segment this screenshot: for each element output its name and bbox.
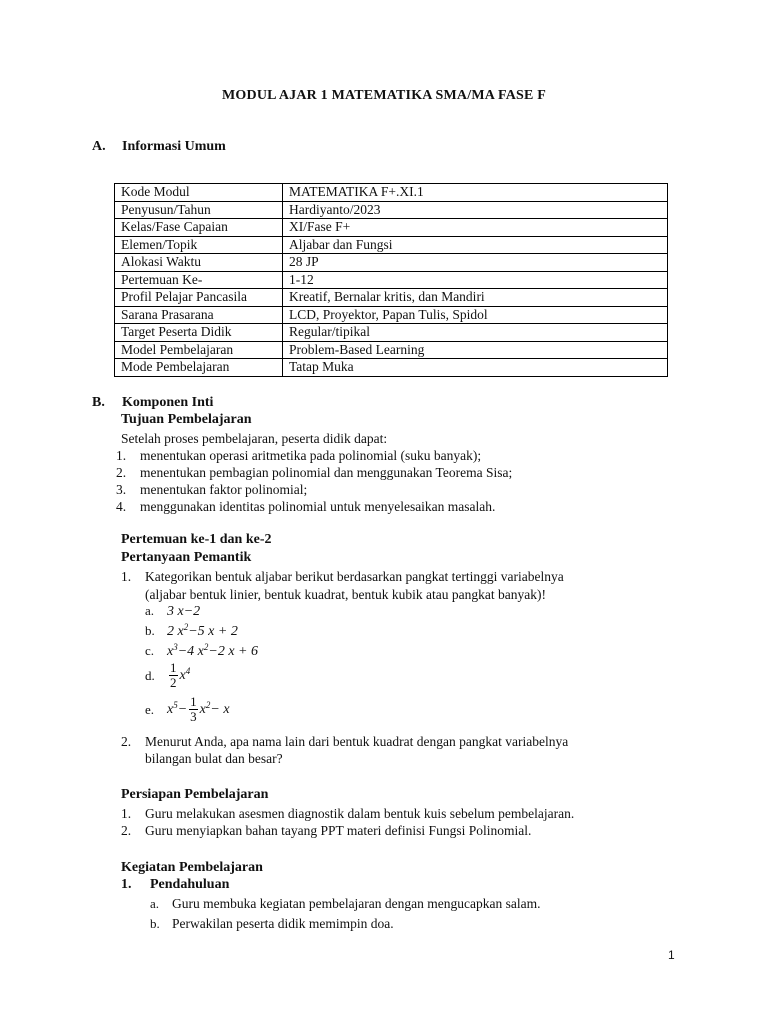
list-item: 4. menggunakan identitas polinomial untuk menyelesaikan masalah. [116,499,496,514]
table-value-cell: XI/Fase F+ [283,219,668,237]
table-key-cell: Target Peserta Didik [115,324,283,342]
table-key-cell: Sarana Prasarana [115,306,283,324]
pendahuluan-heading: 1. Pendahuluan [121,877,230,892]
table-key-cell: Penyusun/Tahun [115,201,283,219]
table-row [115,254,668,272]
list-item: 3. menentukan faktor polinomial; [116,482,308,497]
table-row [115,219,668,237]
question-2-cont: bilangan bulat dan besar? [145,751,283,766]
list-item: 2. menentukan pembagian polinomial dan menggunakan Teorema Sisa; [116,465,513,480]
table-value-cell: Kreatif, Bernalar kritis, dan Mandiri [283,289,668,307]
list-item: 1. Guru melakukan asesmen diagnostik dalam bentuk kuis sebelum pembelajaran. [121,806,575,821]
expression-c: $x^3-4$ $x^2-2$ x + 6 [167,642,258,659]
option-b: b. 2 $x^2-5$ x + 2 [145,622,238,639]
table-value-cell: 28 JP [283,254,668,272]
table-key-cell: Alokasi Waktu [115,254,283,272]
table-value-cell: Aljabar dan Fungsi [283,236,668,254]
expression-e: $x^5-$ $\frac{1}{3}$ $x^2- x$ [167,694,230,724]
section-b-letter: B. [92,395,105,410]
table-row [115,184,668,202]
list-item: b. Perwakilan peserta didik memimpin doa. [150,916,394,931]
table-key-cell: Kelas/Fase Capaian [115,219,283,237]
section-b-label: Komponen Inti [122,395,214,410]
page-number: 1 [668,948,675,962]
question-2: 2. Menurut Anda, apa nama lain dari bentuk kuadrat dengan pangkat variabelnya [121,734,569,749]
table-row [115,324,668,342]
table-value-cell: Problem-Based Learning [283,341,668,359]
persiapan-heading: Persiapan Pembelajaran [121,787,269,802]
table-value-cell: Hardiyanto/2023 [283,201,668,219]
kegiatan-heading: Kegiatan Pembelajaran [121,860,263,875]
pemantik-heading: Pertanyaan Pemantik [121,550,252,565]
table-value-cell: Regular/tipikal [283,324,668,342]
table-row [115,236,668,254]
expression-d: $\frac{1}{2}$ $x^4$ [170,660,191,690]
table-value-cell: MATEMATIKA F+.XI.1 [283,184,668,202]
info-table [114,183,668,377]
option-d: d. $\frac{1}{2}$ $x^4$ [145,660,191,690]
expression-a: 3 x−2 [167,604,201,619]
option-a: a. 3 x−2 [145,603,201,619]
table-row [115,271,668,289]
tujuan-intro: Setelah proses pembelajaran, peserta didik dapat: [121,431,388,446]
option-c: c. $x^3-4$ $x^2-2$ x + 6 [145,642,258,659]
table-key-cell: Profil Pelajar Pancasila [115,289,283,307]
pertemuan-heading: Pertemuan ke-1 dan ke-2 [121,532,272,547]
table-key-cell: Pertemuan Ke- [115,271,283,289]
table-key-cell: Elemen/Topik [115,236,283,254]
list-item: 2. Guru menyiapkan bahan tayang PPT materi definisi Fungsi Polinomial. [121,823,532,838]
section-a-letter: A. [92,139,106,154]
table-row [115,341,668,359]
list-item: a. Guru membuka kegiatan pembelajaran dengan mengucapkan salam. [150,896,541,911]
table-key-cell: Mode Pembelajaran [115,359,283,377]
table-value-cell: Tatap Muka [283,359,668,377]
table-row [115,289,668,307]
table-row [115,201,668,219]
list-item: 1. menentukan operasi aritmetika pada polinomial (suku banyak); [116,448,482,463]
section-a-label: Informasi Umum [122,139,226,154]
option-e: e. $x^5-$ $\frac{1}{3}$ $x^2- x$ [145,694,230,724]
page-title: MODUL AJAR 1 MATEMATIKA SMA/MA FASE F [222,88,546,103]
table-value-cell: LCD, Proyektor, Papan Tulis, Spidol [283,306,668,324]
tujuan-heading: Tujuan Pembelajaran [121,412,252,427]
table-key-cell: Model Pembelajaran [115,341,283,359]
table-key-cell: Kode Modul [115,184,283,202]
expression-b: 2 $x^2-5$ x + 2 [167,622,238,639]
table-value-cell: 1-12 [283,271,668,289]
section-b-heading [92,395,213,411]
table-row [115,359,668,377]
section-a-heading [92,139,226,155]
question-1-cont: (aljabar bentuk linier, bentuk kuadrat, bentuk kubik atau pangkat banyak)! [145,587,546,602]
question-1: 1. Kategorikan bentuk aljabar berikut berdasarkan pangkat tertinggi variabelnya [121,569,564,584]
table-row [115,306,668,324]
